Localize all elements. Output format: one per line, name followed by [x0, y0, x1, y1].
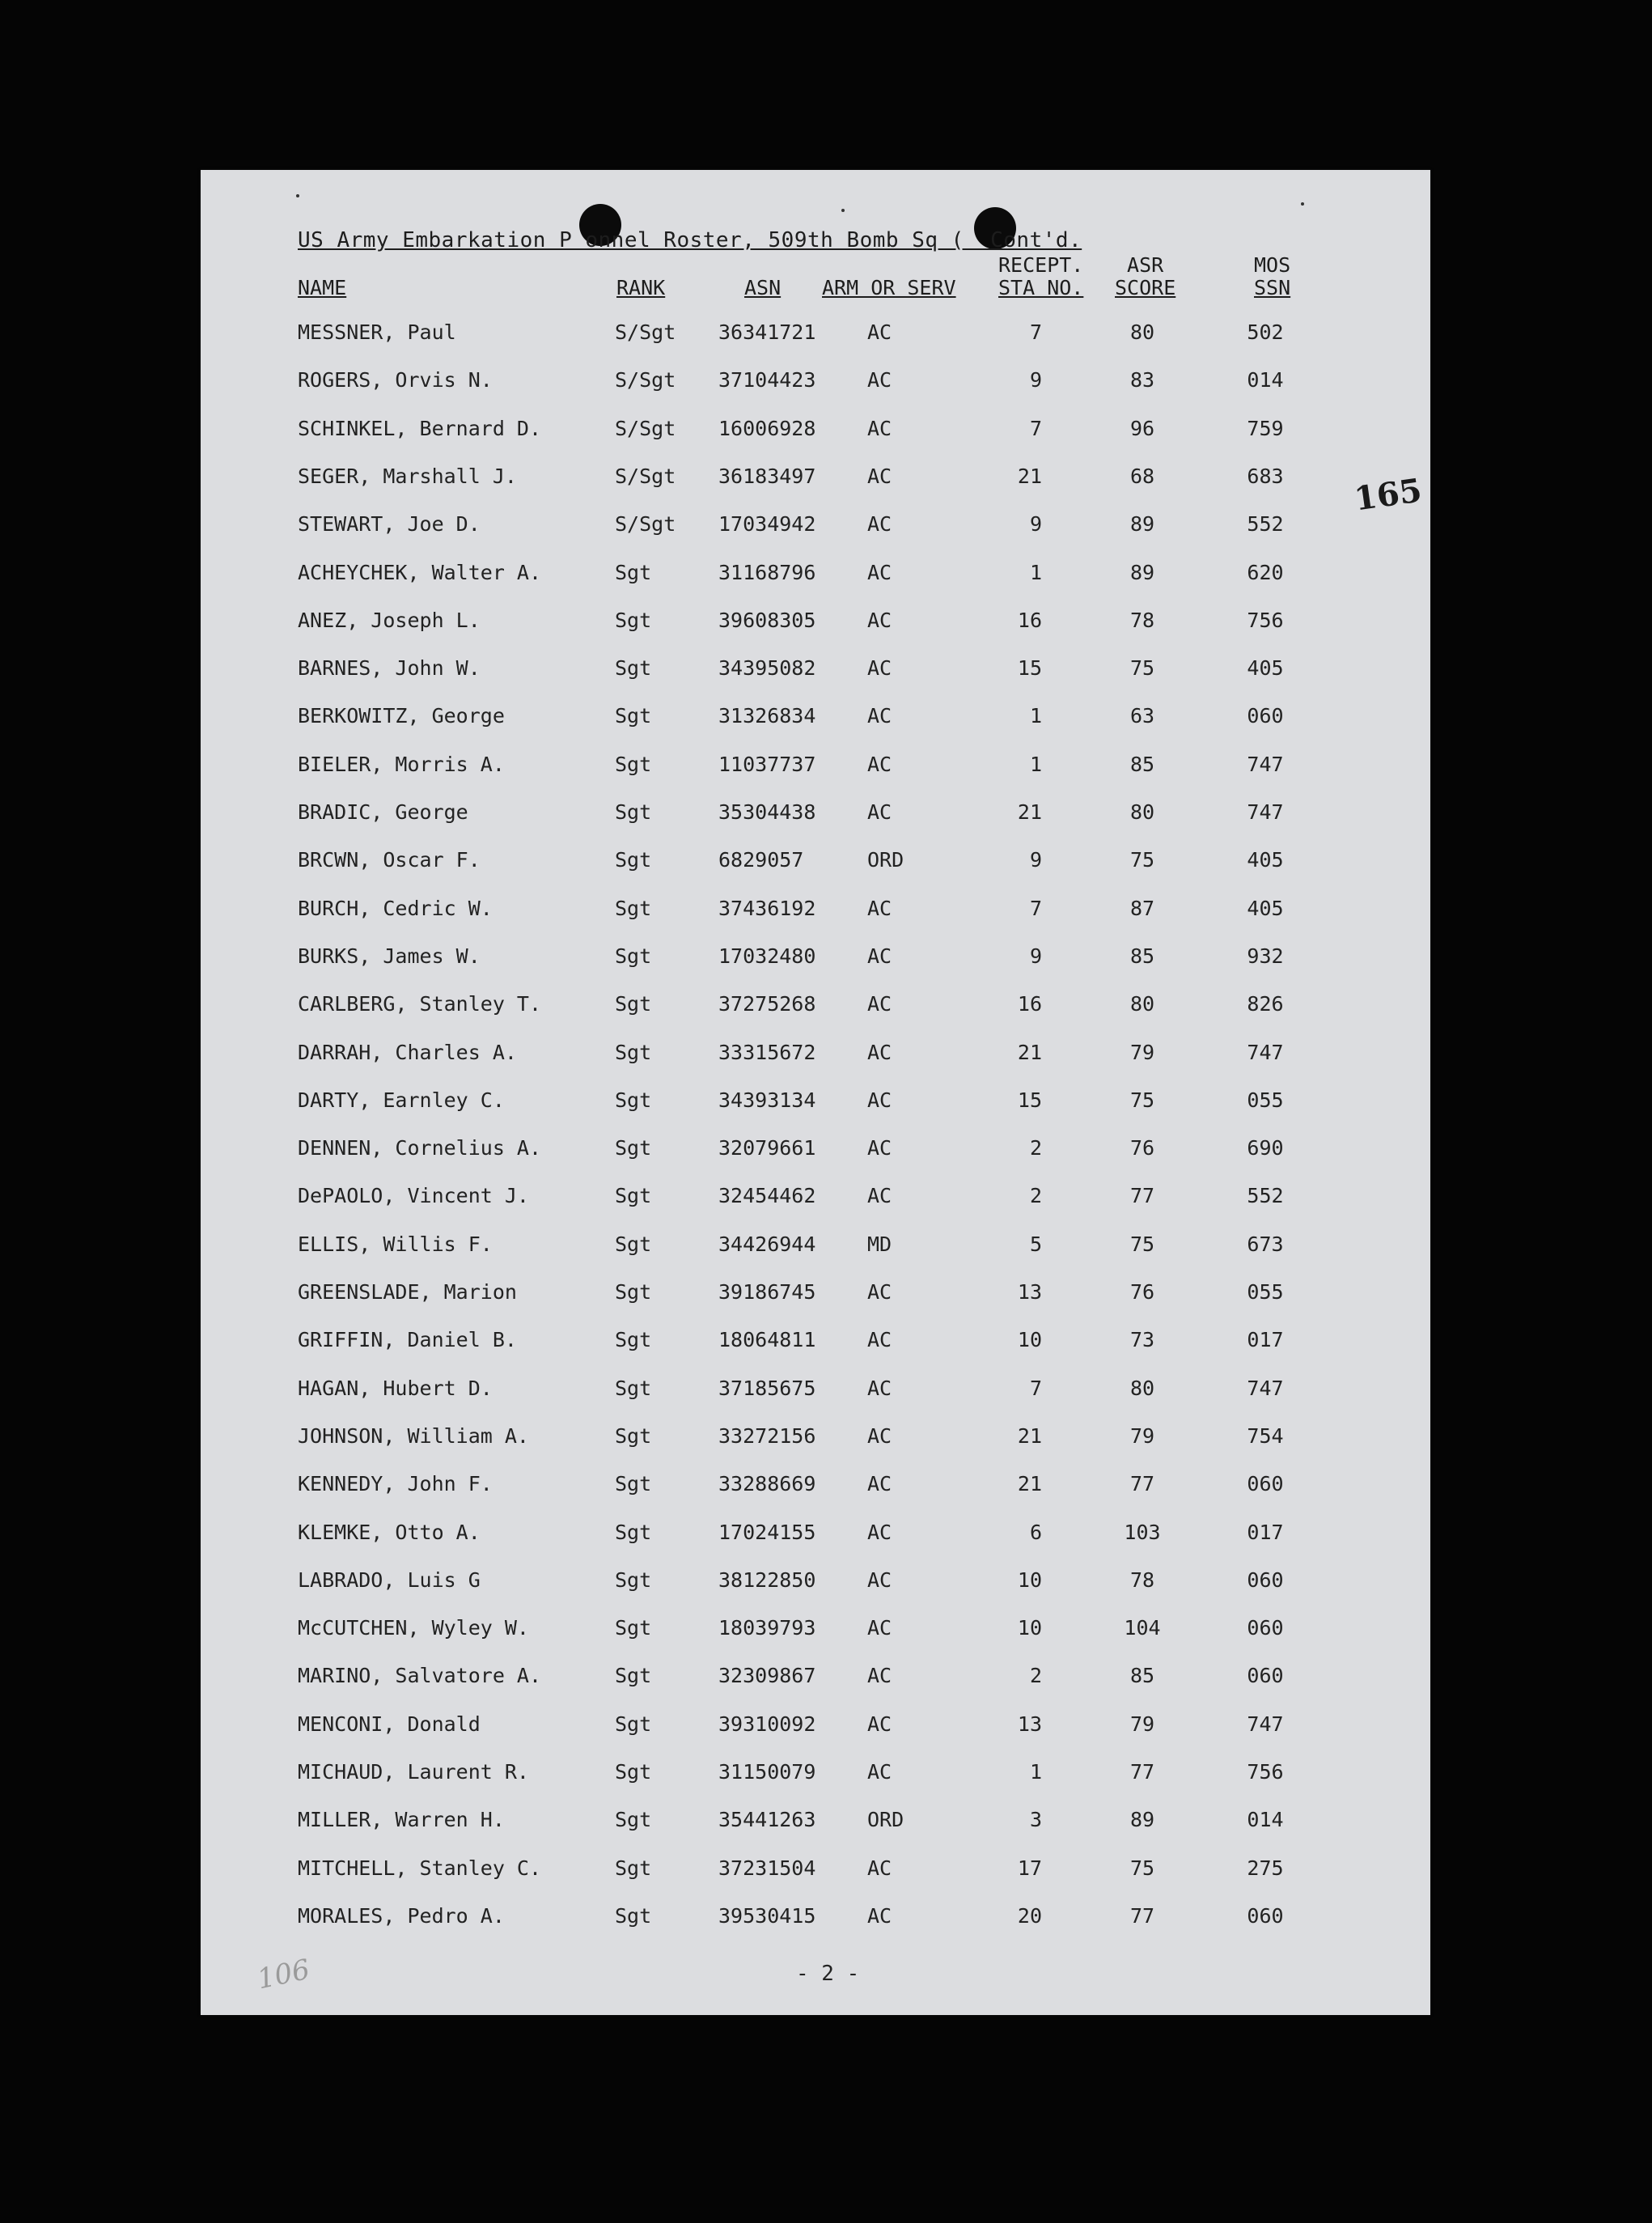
cell-sta: 20 [1017, 1903, 1042, 1928]
cell-sta: 16 [1017, 608, 1042, 632]
cell-rank: Sgt [615, 1328, 652, 1352]
cell-sta: 7 [1029, 1376, 1042, 1400]
table-row [201, 800, 1430, 833]
cell-asn: 37104423 [718, 368, 816, 392]
table-row [201, 992, 1430, 1025]
cell-name: KLEMKE, Otto A. [298, 1520, 481, 1544]
table-row [201, 1041, 1430, 1073]
cell-sta: 21 [1017, 464, 1042, 488]
cell-rank: S/Sgt [615, 416, 676, 440]
cell-asr: 77 [1129, 1760, 1155, 1784]
table-row [201, 1616, 1430, 1648]
cell-asr: 80 [1129, 992, 1155, 1016]
cell-asr: 89 [1129, 1808, 1155, 1832]
cell-mos: 014 [1247, 1808, 1284, 1832]
table-row [201, 897, 1430, 929]
cell-asn: 39186745 [718, 1280, 816, 1304]
cell-name: MESSNER, Paul [298, 320, 456, 344]
cell-rank: Sgt [615, 608, 652, 632]
cell-rank: Sgt [615, 1136, 652, 1160]
cell-asr: 76 [1129, 1136, 1155, 1160]
table-row [201, 561, 1430, 593]
cell-rank: Sgt [615, 944, 652, 968]
cell-asr: 79 [1129, 1040, 1155, 1064]
speck [841, 209, 845, 212]
cell-mos: 552 [1247, 512, 1284, 537]
cell-rank: Sgt [615, 896, 652, 920]
cell-arm: AC [867, 416, 892, 440]
cell-sta: 13 [1017, 1280, 1042, 1304]
cell-name: BRCWN, Oscar F. [298, 848, 481, 872]
table-row [201, 1232, 1430, 1265]
cell-arm: AC [867, 1856, 892, 1880]
cell-name: BIELER, Morris A. [298, 752, 505, 776]
cell-mos: 060 [1247, 1664, 1284, 1688]
cell-asn: 35304438 [718, 800, 816, 824]
cell-sta: 10 [1017, 1616, 1042, 1640]
cell-sta: 9 [1029, 848, 1042, 872]
cell-asn: 17032480 [718, 944, 816, 968]
cell-arm: AC [867, 1616, 892, 1640]
cell-asn: 11037737 [718, 752, 816, 776]
header-ssn: SSN [1254, 276, 1291, 299]
cell-rank: Sgt [615, 848, 652, 872]
cell-arm: AC [867, 1423, 892, 1448]
cell-mos: 673 [1247, 1232, 1284, 1256]
cell-asr: 76 [1129, 1280, 1155, 1304]
table-row [201, 1472, 1430, 1504]
cell-rank: Sgt [615, 560, 652, 584]
cell-asr: 79 [1129, 1712, 1155, 1736]
cell-asn: 33315672 [718, 1040, 816, 1064]
cell-sta: 7 [1029, 416, 1042, 440]
cell-asr: 87 [1129, 896, 1155, 920]
cell-name: MITCHELL, Stanley C. [298, 1856, 542, 1880]
cell-sta: 16 [1017, 992, 1042, 1016]
cell-arm: AC [867, 944, 892, 968]
table-row [201, 704, 1430, 736]
cell-asr: 78 [1129, 608, 1155, 632]
cell-name: GREENSLADE, Marion [298, 1280, 517, 1304]
cell-rank: Sgt [615, 1903, 652, 1928]
table-row [201, 1856, 1430, 1889]
cell-mos: 759 [1247, 416, 1284, 440]
cell-sta: 15 [1017, 1088, 1042, 1112]
cell-mos: 747 [1247, 1376, 1284, 1400]
cell-asn: 39608305 [718, 608, 816, 632]
cell-sta: 5 [1029, 1232, 1042, 1256]
cell-rank: Sgt [615, 1808, 652, 1832]
cell-name: CARLBERG, Stanley T. [298, 992, 542, 1016]
cell-asn: 33288669 [718, 1472, 816, 1496]
cell-name: GRIFFIN, Daniel B. [298, 1328, 517, 1352]
cell-rank: Sgt [615, 992, 652, 1016]
table-row [201, 1521, 1430, 1553]
cell-rank: Sgt [615, 1760, 652, 1784]
table-row [201, 753, 1430, 785]
cell-mos: 405 [1247, 896, 1284, 920]
cell-asr: 73 [1129, 1328, 1155, 1352]
cell-mos: 747 [1247, 1040, 1284, 1064]
cell-asr: 77 [1129, 1472, 1155, 1496]
cell-name: MENCONI, Donald [298, 1712, 481, 1736]
cell-asn: 32079661 [718, 1136, 816, 1160]
cell-asn: 37185675 [718, 1376, 816, 1400]
cell-asr: 80 [1129, 1376, 1155, 1400]
cell-name: SEGER, Marshall J. [298, 464, 517, 488]
cell-asn: 37231504 [718, 1856, 816, 1880]
cell-arm: AC [867, 1280, 892, 1304]
cell-arm: AC [867, 560, 892, 584]
cell-rank: Sgt [615, 1568, 652, 1592]
cell-name: MARINO, Salvatore A. [298, 1664, 542, 1688]
cell-asr: 83 [1129, 368, 1155, 392]
cell-mos: 060 [1247, 704, 1284, 728]
cell-sta: 10 [1017, 1328, 1042, 1352]
cell-name: BARNES, John W. [298, 656, 481, 681]
cell-asr: 80 [1129, 320, 1155, 344]
cell-asn: 37275268 [718, 992, 816, 1016]
speck [296, 194, 299, 197]
cell-name: DENNEN, Cornelius A. [298, 1136, 542, 1160]
roster-page [201, 170, 1430, 2015]
cell-name: McCUTCHEN, Wyley W. [298, 1616, 529, 1640]
cell-arm: AC [867, 1664, 892, 1688]
cell-arm: AC [867, 1184, 892, 1208]
cell-asr: 75 [1129, 1088, 1155, 1112]
cell-asr: 89 [1129, 512, 1155, 537]
table-row [201, 1568, 1430, 1601]
cell-sta: 1 [1029, 704, 1042, 728]
cell-mos: 060 [1247, 1903, 1284, 1928]
cell-asn: 34395082 [718, 656, 816, 681]
cell-mos: 055 [1247, 1280, 1284, 1304]
cell-mos: 014 [1247, 368, 1284, 392]
header-asn: ASN [744, 276, 782, 299]
table-row [201, 1328, 1430, 1360]
header-arm-or-serv: ARM OR SERV [822, 276, 956, 299]
cell-mos: 502 [1247, 320, 1284, 344]
cell-mos: 747 [1247, 752, 1284, 776]
cell-arm: AC [867, 1328, 892, 1352]
cell-name: MILLER, Warren H. [298, 1808, 505, 1832]
table-row [201, 512, 1430, 545]
header-asr-score [1115, 254, 1175, 299]
cell-mos: 932 [1247, 944, 1284, 968]
cell-sta: 1 [1029, 1760, 1042, 1784]
cell-sta: 1 [1029, 560, 1042, 584]
cell-asr: 75 [1129, 1232, 1155, 1256]
cell-arm: AC [867, 512, 892, 537]
cell-rank: Sgt [615, 1712, 652, 1736]
header-sta-no: STA NO. [998, 276, 1084, 299]
cell-asn: 17034942 [718, 512, 816, 537]
cell-sta: 21 [1017, 1423, 1042, 1448]
cell-rank: Sgt [615, 1184, 652, 1208]
cell-asr: 85 [1129, 944, 1155, 968]
header-mos: MOS [1254, 253, 1291, 277]
cell-asn: 18039793 [718, 1616, 816, 1640]
cell-asr: 75 [1129, 656, 1155, 681]
cell-mos: 826 [1247, 992, 1284, 1016]
cell-rank: Sgt [615, 1856, 652, 1880]
cell-name: DARTY, Earnley C. [298, 1088, 505, 1112]
cell-name: ROGERS, Orvis N. [298, 368, 493, 392]
cell-arm: ORD [867, 1808, 904, 1832]
cell-mos: 060 [1247, 1568, 1284, 1592]
cell-mos: 060 [1247, 1472, 1284, 1496]
cell-mos: 747 [1247, 1712, 1284, 1736]
cell-arm: AC [867, 704, 892, 728]
speck [1301, 202, 1304, 206]
cell-arm: AC [867, 1520, 892, 1544]
cell-mos: 620 [1247, 560, 1284, 584]
cell-arm: ORD [867, 848, 904, 872]
cell-arm: AC [867, 320, 892, 344]
table-row [201, 1377, 1430, 1409]
cell-arm: AC [867, 368, 892, 392]
cell-name: ANEZ, Joseph L. [298, 608, 481, 632]
cell-mos: 552 [1247, 1184, 1284, 1208]
cell-asr: 79 [1129, 1423, 1155, 1448]
document-title: US Army Embarkation P onnel Roster, 509th Bomb Sq ( Cont'd. [298, 228, 1082, 252]
cell-mos: 754 [1247, 1423, 1284, 1448]
page-number: - 2 - [796, 1962, 860, 1986]
cell-name: DARRAH, Charles A. [298, 1040, 517, 1064]
cell-name: STEWART, Joe D. [298, 512, 481, 537]
header-name: NAME [298, 276, 347, 299]
cell-rank: S/Sgt [615, 464, 676, 488]
cell-rank: Sgt [615, 704, 652, 728]
table-row [201, 1424, 1430, 1457]
cell-asn: 31326834 [718, 704, 816, 728]
table-row [201, 1280, 1430, 1313]
cell-rank: Sgt [615, 1520, 652, 1544]
cell-asn: 39310092 [718, 1712, 816, 1736]
cell-arm: AC [867, 464, 892, 488]
page-stamp-number: 165 [1352, 471, 1425, 519]
cell-mos: 690 [1247, 1136, 1284, 1160]
cell-asn: 35441263 [718, 1808, 816, 1832]
cell-asn: 34393134 [718, 1088, 816, 1112]
cell-arm: AC [867, 1136, 892, 1160]
cell-name: BURKS, James W. [298, 944, 481, 968]
cell-name: JOHNSON, William A. [298, 1423, 529, 1448]
cell-sta: 13 [1017, 1712, 1042, 1736]
cell-asn: 39530415 [718, 1903, 816, 1928]
cell-sta: 21 [1017, 800, 1042, 824]
cell-arm: AC [867, 1760, 892, 1784]
cell-mos: 055 [1247, 1088, 1284, 1112]
table-row [201, 609, 1430, 641]
cell-name: MORALES, Pedro A. [298, 1903, 505, 1928]
cell-arm: AC [867, 896, 892, 920]
table-row [201, 1712, 1430, 1745]
cell-arm: AC [867, 752, 892, 776]
cell-rank: Sgt [615, 1472, 652, 1496]
pencil-annotation: 106 [254, 1953, 313, 1996]
cell-name: MICHAUD, Laurent R. [298, 1760, 529, 1784]
cell-asn: 6829057 [718, 848, 804, 872]
cell-arm: AC [867, 1903, 892, 1928]
cell-name: BERKOWITZ, George [298, 704, 505, 728]
header-recept: RECEPT. [998, 253, 1084, 277]
table-row [201, 1760, 1430, 1792]
cell-asr: 63 [1129, 704, 1155, 728]
cell-asr: 78 [1129, 1568, 1155, 1592]
cell-asr: 85 [1129, 1664, 1155, 1688]
cell-arm: AC [867, 656, 892, 681]
table-row [201, 1136, 1430, 1169]
cell-sta: 9 [1029, 512, 1042, 537]
cell-rank: Sgt [615, 752, 652, 776]
table-row [201, 1808, 1430, 1840]
table-row [201, 1664, 1430, 1696]
cell-asr: 68 [1129, 464, 1155, 488]
table-row [201, 656, 1430, 689]
cell-rank: Sgt [615, 1040, 652, 1064]
cell-name: HAGAN, Hubert D. [298, 1376, 493, 1400]
table-row [201, 1904, 1430, 1937]
cell-arm: AC [867, 1568, 892, 1592]
cell-name: KENNEDY, John F. [298, 1472, 493, 1496]
cell-sta: 9 [1029, 368, 1042, 392]
cell-rank: S/Sgt [615, 320, 676, 344]
header-recept-sta [998, 254, 1083, 299]
header-score: SCORE [1115, 276, 1176, 299]
cell-sta: 7 [1029, 320, 1042, 344]
cell-sta: 6 [1029, 1520, 1042, 1544]
cell-sta: 17 [1017, 1856, 1042, 1880]
cell-arm: AC [867, 1472, 892, 1496]
table-row [201, 465, 1430, 497]
header-rank: RANK [616, 276, 666, 299]
cell-arm: AC [867, 992, 892, 1016]
cell-arm: MD [867, 1232, 892, 1256]
cell-arm: AC [867, 1712, 892, 1736]
cell-rank: Sgt [615, 1280, 652, 1304]
cell-asr: 75 [1129, 848, 1155, 872]
cell-asr: 104 [1124, 1616, 1161, 1640]
cell-asr: 85 [1129, 752, 1155, 776]
cell-asn: 18064811 [718, 1328, 816, 1352]
cell-mos: 756 [1247, 608, 1284, 632]
cell-sta: 21 [1017, 1472, 1042, 1496]
table-row [201, 368, 1430, 401]
cell-sta: 3 [1029, 1808, 1042, 1832]
cell-mos: 747 [1247, 800, 1284, 824]
cell-mos: 017 [1247, 1328, 1284, 1352]
cell-rank: Sgt [615, 1664, 652, 1688]
cell-rank: Sgt [615, 1376, 652, 1400]
cell-name: LABRADO, Luis G [298, 1568, 481, 1592]
cell-asn: 17024155 [718, 1520, 816, 1544]
cell-rank: S/Sgt [615, 512, 676, 537]
cell-mos: 756 [1247, 1760, 1284, 1784]
table-row [201, 1184, 1430, 1216]
cell-sta: 1 [1029, 752, 1042, 776]
cell-sta: 21 [1017, 1040, 1042, 1064]
cell-asr: 75 [1129, 1856, 1155, 1880]
cell-sta: 2 [1029, 1136, 1042, 1160]
cell-sta: 9 [1029, 944, 1042, 968]
cell-asn: 38122850 [718, 1568, 816, 1592]
cell-asn: 37436192 [718, 896, 816, 920]
cell-name: BURCH, Cedric W. [298, 896, 493, 920]
cell-name: ELLIS, Willis F. [298, 1232, 493, 1256]
cell-rank: Sgt [615, 656, 652, 681]
cell-mos: 405 [1247, 656, 1284, 681]
cell-asn: 32309867 [718, 1664, 816, 1688]
cell-asn: 31150079 [718, 1760, 816, 1784]
cell-asn: 36341721 [718, 320, 816, 344]
cell-asn: 16006928 [718, 416, 816, 440]
cell-arm: AC [867, 800, 892, 824]
cell-rank: Sgt [615, 800, 652, 824]
cell-rank: Sgt [615, 1088, 652, 1112]
cell-mos: 017 [1247, 1520, 1284, 1544]
cell-mos: 405 [1247, 848, 1284, 872]
cell-arm: AC [867, 1040, 892, 1064]
cell-sta: 2 [1029, 1184, 1042, 1208]
cell-arm: AC [867, 608, 892, 632]
table-row [201, 848, 1430, 880]
cell-name: SCHINKEL, Bernard D. [298, 416, 542, 440]
cell-asr: 77 [1129, 1903, 1155, 1928]
cell-rank: Sgt [615, 1232, 652, 1256]
cell-rank: Sgt [615, 1423, 652, 1448]
header-asr: ASR [1127, 253, 1164, 277]
header-mos-ssn [1254, 254, 1290, 299]
table-row [201, 944, 1430, 977]
cell-asr: 77 [1129, 1184, 1155, 1208]
cell-asr: 103 [1124, 1520, 1161, 1544]
cell-asr: 96 [1129, 416, 1155, 440]
cell-sta: 10 [1017, 1568, 1042, 1592]
cell-asr: 80 [1129, 800, 1155, 824]
cell-sta: 2 [1029, 1664, 1042, 1688]
table-row [201, 320, 1430, 353]
cell-asn: 36183497 [718, 464, 816, 488]
cell-asn: 32454462 [718, 1184, 816, 1208]
cell-asn: 34426944 [718, 1232, 816, 1256]
cell-rank: Sgt [615, 1616, 652, 1640]
cell-name: ACHEYCHEK, Walter A. [298, 560, 542, 584]
cell-name: BRADIC, George [298, 800, 468, 824]
table-row [201, 1088, 1430, 1121]
cell-mos: 683 [1247, 464, 1284, 488]
cell-sta: 15 [1017, 656, 1042, 681]
cell-asn: 31168796 [718, 560, 816, 584]
cell-mos: 275 [1247, 1856, 1284, 1880]
cell-rank: S/Sgt [615, 368, 676, 392]
cell-name: DePAOLO, Vincent J. [298, 1184, 529, 1208]
cell-arm: AC [867, 1376, 892, 1400]
table-row [201, 417, 1430, 449]
cell-arm: AC [867, 1088, 892, 1112]
cell-asr: 89 [1129, 560, 1155, 584]
cell-asn: 33272156 [718, 1423, 816, 1448]
cell-sta: 7 [1029, 896, 1042, 920]
cell-mos: 060 [1247, 1616, 1284, 1640]
